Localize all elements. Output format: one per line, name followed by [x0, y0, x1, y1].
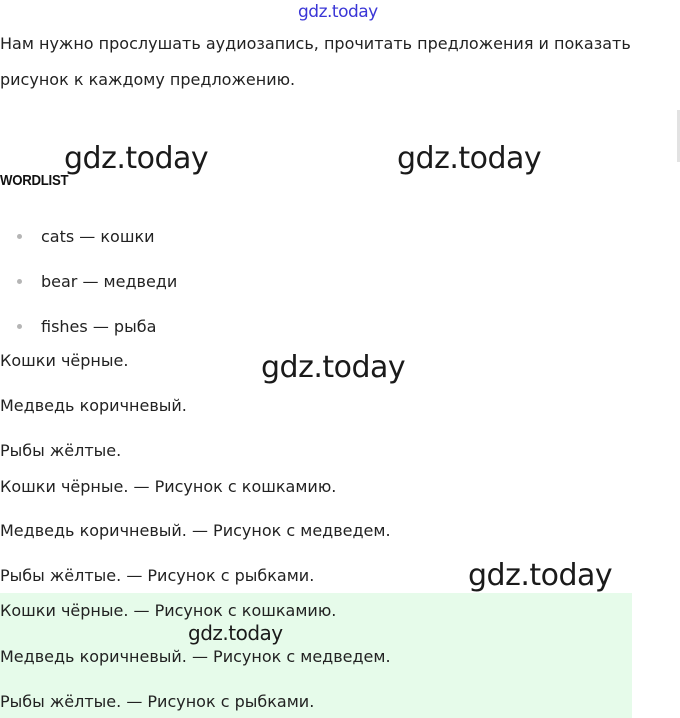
highlighted-answer: Медведь коричневый. — Рисунок с медведем.	[0, 647, 391, 666]
highlighted-answer: Рыбы жёлтые. — Рисунок с рыбками.	[0, 692, 315, 711]
sentence: Медведь коричневый.	[0, 396, 187, 415]
answer: Рыбы жёлтые. — Рисунок с рыбками.	[0, 566, 315, 585]
list-item	[0, 214, 177, 259]
highlighted-answer: Кошки чёрные. — Рисунок с кошкамию.	[0, 601, 337, 620]
list-item	[0, 259, 177, 304]
bullet-icon	[17, 234, 22, 239]
watermark: gdz.today	[397, 141, 542, 176]
list-item-text: cats — кошки	[41, 227, 155, 246]
bullet-icon	[17, 324, 22, 329]
sentence: Кошки чёрные.	[0, 351, 129, 370]
top-watermark: gdz.today	[298, 2, 378, 22]
list-item-text: fishes — рыба	[41, 317, 157, 336]
answer: Кошки чёрные. — Рисунок с кошкамию.	[0, 477, 337, 496]
watermark: gdz.today	[64, 141, 209, 176]
wordlist-heading: WORDLIST	[0, 172, 69, 189]
list-item-text: bear — медведи	[41, 272, 178, 291]
answer: Медведь коричневый. — Рисунок с медведем.	[0, 521, 391, 540]
sentence: Рыбы жёлтые.	[0, 441, 122, 460]
wordlist	[0, 214, 177, 349]
intro-text: Нам нужно прослушать аудиозапись, прочитать предложения и показать рисунок к каждому предложению.	[0, 34, 631, 89]
list-item	[0, 304, 177, 349]
watermark: gdz.today	[261, 350, 406, 385]
watermark: gdz.today	[188, 621, 283, 645]
bullet-icon	[17, 279, 22, 284]
watermark: gdz.today	[468, 558, 613, 593]
